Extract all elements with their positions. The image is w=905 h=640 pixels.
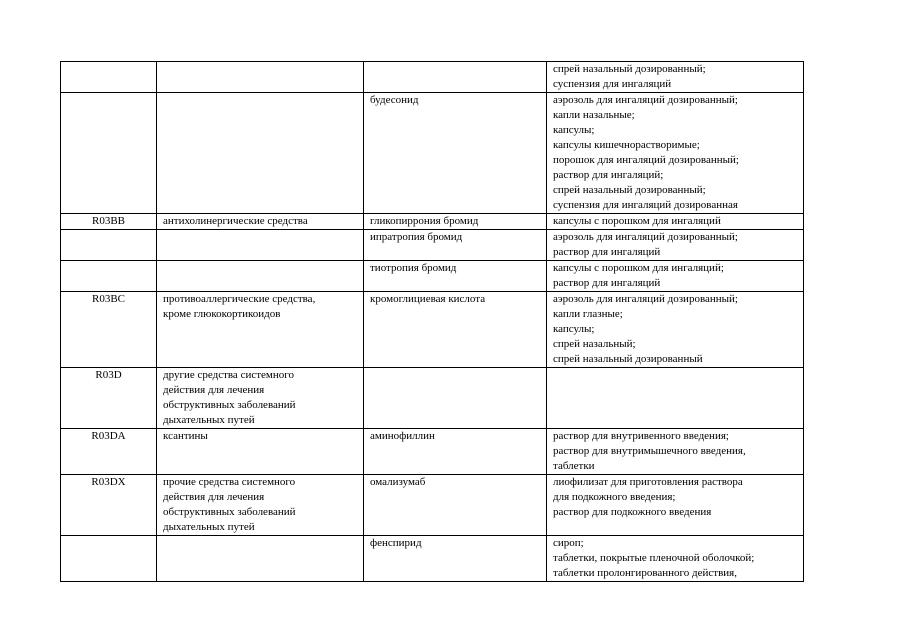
group-name-line: обструктивных заболеваний <box>163 399 296 411</box>
dosage-form-line: порошок для ингаляций дозированный; <box>553 154 739 166</box>
group-name-cell <box>157 368 364 429</box>
dosage-form-line: аэрозоль для ингаляций дозированный; <box>553 94 738 106</box>
group-name-line: действия для лечения <box>163 384 265 396</box>
dosage-form-line: раствор для ингаляций <box>553 246 661 258</box>
group-name-line: действия для лечения <box>163 491 265 503</box>
group-name-cell <box>157 292 364 368</box>
dosage-forms-cell <box>547 292 804 368</box>
table-row <box>61 475 804 536</box>
group-name-line: прочие средства системного <box>163 476 296 488</box>
dosage-form-line: капсулы кишечнорастворимые; <box>553 139 700 151</box>
dosage-form-line: раствор для внутривенного введения; <box>553 430 729 442</box>
table-row <box>61 214 804 230</box>
drug-name-cell: фенспирид <box>364 536 547 582</box>
drug-name-cell: гликопиррония бромид <box>364 214 547 230</box>
dosage-form-line: лиофилизат для приготовления раствора <box>553 476 743 488</box>
drug-name-cell: аминофиллин <box>364 429 547 475</box>
group-name-line: ксантины <box>163 430 208 442</box>
atc-code-cell <box>61 93 157 214</box>
group-name-line: кроме глюкокортикоидов <box>163 308 281 320</box>
dosage-forms-cell <box>547 429 804 475</box>
drug-name-cell: ипратропия бромид <box>364 230 547 261</box>
group-name-cell <box>157 261 364 292</box>
table-row <box>61 292 804 368</box>
drug-name-cell: омализумаб <box>364 475 547 536</box>
group-name-cell <box>157 429 364 475</box>
group-name-line: противоаллергические средства, <box>163 293 316 305</box>
drug-name-cell <box>364 62 547 93</box>
drug-name-cell <box>364 368 547 429</box>
group-name-cell <box>157 536 364 582</box>
group-name-cell <box>157 62 364 93</box>
dosage-forms-cell <box>547 536 804 582</box>
group-name-cell <box>157 93 364 214</box>
dosage-form-line: спрей назальный дозированный <box>553 353 703 365</box>
table-row <box>61 536 804 582</box>
table-row <box>61 230 804 261</box>
document-page <box>60 61 803 582</box>
drug-name-cell: тиотропия бромид <box>364 261 547 292</box>
group-name-line: другие средства системного <box>163 369 294 381</box>
dosage-form-line: капли глазные; <box>553 308 623 320</box>
dosage-form-line: раствор для ингаляций; <box>553 169 664 181</box>
atc-code-cell <box>61 62 157 93</box>
dosage-form-line: таблетки, покрытые пленочной оболочкой; <box>553 552 755 564</box>
group-name-line: обструктивных заболеваний <box>163 506 296 518</box>
table-row <box>61 62 804 93</box>
dosage-forms-cell <box>547 475 804 536</box>
drug-classification-table <box>60 61 804 582</box>
dosage-form-line: суспензия для ингаляций <box>553 78 672 90</box>
dosage-form-line: спрей назальный дозированный; <box>553 184 706 196</box>
dosage-form-line: раствор для подкожного введения <box>553 506 712 518</box>
group-name-line: дыхательных путей <box>163 414 255 426</box>
table-row <box>61 429 804 475</box>
atc-code-cell <box>61 230 157 261</box>
dosage-forms-cell <box>547 214 804 230</box>
atc-code-cell: R03BB <box>61 214 157 230</box>
dosage-form-line: капсулы; <box>553 124 595 136</box>
table-row <box>61 93 804 214</box>
dosage-form-line: раствор для ингаляций <box>553 277 661 289</box>
dosage-form-line: спрей назальный дозированный; <box>553 63 706 75</box>
dosage-form-line: спрей назальный; <box>553 338 636 350</box>
dosage-form-line: сироп; <box>553 537 584 549</box>
dosage-form-line: аэрозоль для ингаляций дозированный; <box>553 231 738 243</box>
dosage-forms-cell <box>547 62 804 93</box>
drug-name-cell: будесонид <box>364 93 547 214</box>
group-name-cell <box>157 475 364 536</box>
group-name-cell <box>157 214 364 230</box>
dosage-form-line: капсулы; <box>553 323 595 335</box>
dosage-form-line: капли назальные; <box>553 109 635 121</box>
dosage-form-line: таблетки <box>553 460 595 472</box>
dosage-forms-cell <box>547 230 804 261</box>
group-name-line: дыхательных путей <box>163 521 255 533</box>
table-body <box>61 62 804 582</box>
dosage-form-line: аэрозоль для ингаляций дозированный; <box>553 293 738 305</box>
dosage-form-line: капсулы с порошком для ингаляций <box>553 215 721 227</box>
dosage-forms-cell <box>547 93 804 214</box>
atc-code-cell: R03DA <box>61 429 157 475</box>
table-row <box>61 261 804 292</box>
dosage-form-line: суспензия для ингаляций дозированная <box>553 199 738 211</box>
atc-code-cell: R03D <box>61 368 157 429</box>
dosage-forms-cell <box>547 261 804 292</box>
group-name-cell <box>157 230 364 261</box>
atc-code-cell <box>61 536 157 582</box>
atc-code-cell <box>61 261 157 292</box>
group-name-line: антихолинергические средства <box>163 215 308 227</box>
table-row <box>61 368 804 429</box>
dosage-form-line: таблетки пролонгированного действия, <box>553 567 737 579</box>
dosage-form-line: капсулы с порошком для ингаляций; <box>553 262 724 274</box>
dosage-form-line: для подкожного введения; <box>553 491 676 503</box>
dosage-forms-cell <box>547 368 804 429</box>
drug-name-cell: кромоглициевая кислота <box>364 292 547 368</box>
atc-code-cell: R03DX <box>61 475 157 536</box>
atc-code-cell: R03BC <box>61 292 157 368</box>
dosage-form-line: раствор для внутримышечного введения, <box>553 445 746 457</box>
